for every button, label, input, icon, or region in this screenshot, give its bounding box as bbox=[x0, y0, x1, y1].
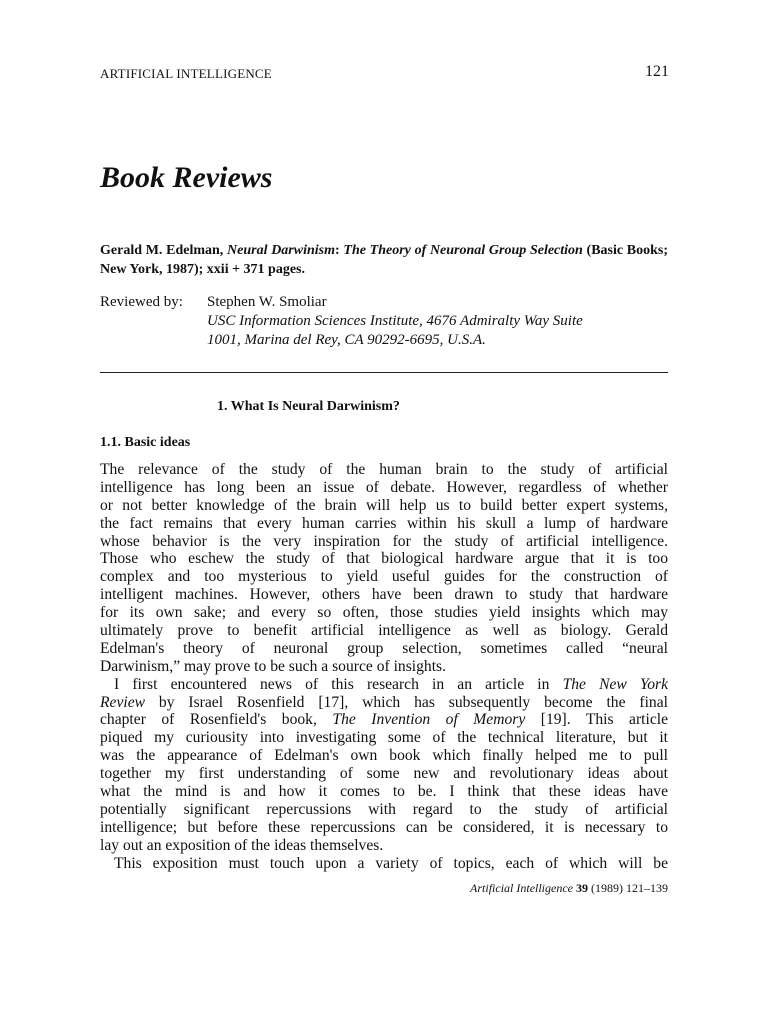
heading-section-1: 1. What Is Neural Darwinism? bbox=[217, 399, 400, 414]
citation-publisher: (Basic Books; New York, 1987); xxii + 371 pages. bbox=[100, 243, 669, 277]
reference-title-italic: The New York bbox=[562, 675, 668, 693]
heading-subsection-1-1: 1.1. Basic ideas bbox=[100, 435, 191, 450]
citation-subtitle: The Theory of Neuronal Group Selection bbox=[343, 243, 583, 258]
paragraph-1-line: Darwinism,” may prove to be such a source of insights. bbox=[100, 657, 447, 675]
paragraph-1-line: intelligence has long been an issue of debate. However, regardless of whether bbox=[100, 478, 668, 496]
paragraph-2-line: what the mind is and how it comes to be. I think that these ideas have bbox=[100, 783, 668, 801]
paragraph-2-line bbox=[100, 694, 668, 712]
paragraph-1-line: ultimately prove to benefit artificial intelligence as well as biology. Gerald bbox=[100, 622, 668, 640]
paragraph-2-line: piqued my curiousity into investigating some of the technical literature, but it bbox=[100, 729, 668, 747]
paragraph-1-line: complex and too mysterious to yield useful guides for the construction of bbox=[100, 568, 668, 586]
paragraph-1-line: Those who eschew the study of that biological hardware argue that it is too bbox=[100, 550, 668, 568]
paragraph-3-line: This exposition must touch upon a variety of topics, each of which will be bbox=[114, 854, 668, 872]
paragraph-2-line bbox=[100, 711, 668, 729]
book-citation bbox=[100, 241, 668, 279]
paragraph-2-line: lay out an exposition of the ideas themselves. bbox=[100, 836, 384, 854]
paragraph-1-line: for its own sake; and every so often, those studies yield insights which may bbox=[100, 604, 668, 622]
paragraph-2-text: by Israel Rosenfield [17], which has subsequently become the final bbox=[145, 693, 668, 711]
reference-title-italic: The Invention of Memory bbox=[332, 711, 526, 729]
paragraph-2-text: I first encountered news of this research in an article in bbox=[114, 675, 563, 693]
page-number: 121 bbox=[645, 63, 669, 80]
paragraph-1-line: whose behavior is the very inspiration for the study of artificial intelligence. bbox=[100, 532, 668, 550]
paragraph-2-line bbox=[100, 676, 668, 694]
reviewer-affiliation-line-1: USC Information Sciences Institute, 4676 Admiralty Way Suite bbox=[207, 313, 583, 329]
running-head: ARTIFICIAL INTELLIGENCE bbox=[100, 66, 272, 81]
footer-journal-name: Artificial Intelligence bbox=[470, 881, 573, 895]
reviewer-label: Reviewed by: bbox=[100, 294, 183, 310]
paragraph-1-line: the fact remains that every human carries within his skull a lump of hardware bbox=[100, 514, 668, 532]
citation-colon: : bbox=[335, 243, 340, 258]
reviewer-affiliation-line-2: 1001, Marina del Rey, CA 90292-6695, U.S.A. bbox=[207, 332, 486, 348]
body-text bbox=[100, 461, 668, 872]
reference-title-italic: Review bbox=[100, 693, 146, 711]
paragraph-2-line: intelligence; but before these repercussions can be considered, it is necessary to bbox=[100, 818, 668, 836]
paragraph-2-text: [19]. This article bbox=[525, 711, 669, 729]
footer-details: (1989) 121–139 bbox=[591, 881, 668, 895]
citation-title: Neural Darwinism bbox=[227, 243, 335, 258]
section-title: Book Reviews bbox=[100, 161, 273, 194]
paragraph-1-line: or not better knowledge of the brain will help us to build better expert systems, bbox=[100, 496, 668, 514]
paragraph-2-line: was the appearance of Edelman's own book which finally helped me to pull bbox=[100, 747, 668, 765]
paragraph-2-line: potentially significant repercussions with regard to the study of artificial bbox=[100, 800, 668, 818]
journal-footer bbox=[470, 881, 668, 896]
horizontal-rule bbox=[100, 372, 668, 373]
paragraph-1-line: The relevance of the study of the human brain to the study of artificial bbox=[100, 461, 668, 478]
paragraph-1-line: intelligent machines. However, others have been drawn to study that hardware bbox=[100, 586, 668, 604]
footer-volume: 39 bbox=[576, 881, 588, 895]
reviewer-block bbox=[100, 293, 670, 350]
reviewer-name: Stephen W. Smoliar bbox=[207, 294, 327, 310]
paragraph-2-text: chapter of Rosenfield's book, bbox=[100, 711, 333, 729]
paragraph-2-line: together my first understanding of some new and revolutionary ideas about bbox=[100, 765, 668, 783]
paragraph-1-line: Edelman's theory of neuronal group selection, sometimes called “neural bbox=[100, 639, 668, 657]
citation-author: Gerald M. Edelman, bbox=[100, 243, 224, 258]
